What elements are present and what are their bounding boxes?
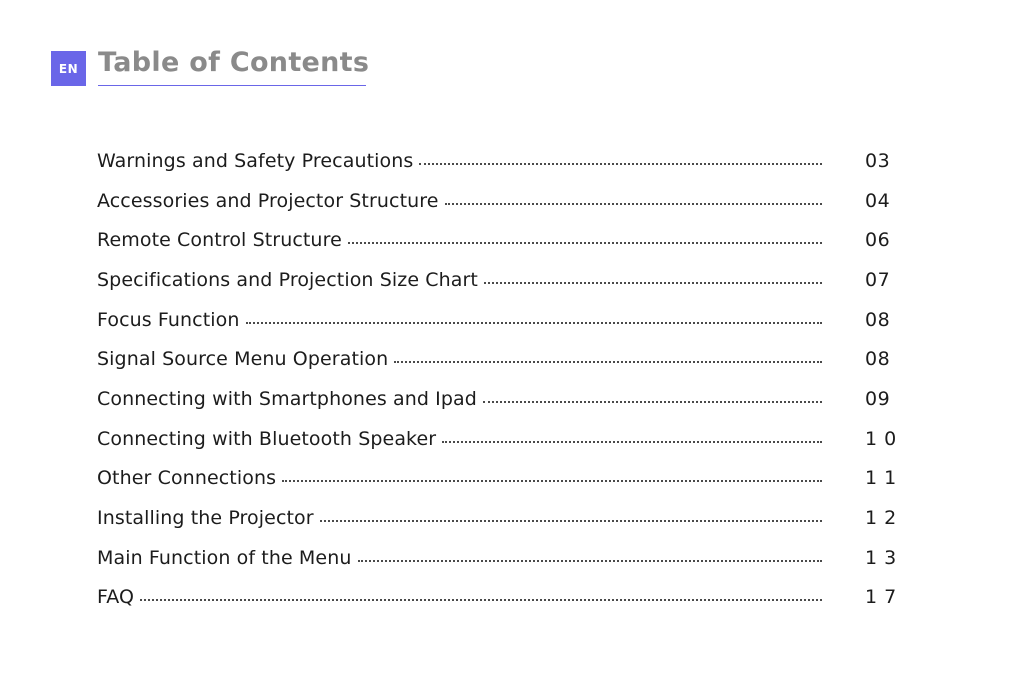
toc-entry[interactable] bbox=[97, 538, 897, 578]
toc-entry-title: Focus Function bbox=[97, 308, 240, 331]
toc-entry-page-number: 1 0 bbox=[865, 427, 897, 450]
toc-entry[interactable] bbox=[97, 300, 897, 340]
toc-entry-page-number: 03 bbox=[865, 149, 891, 172]
dot-leader bbox=[483, 401, 822, 403]
dot-leader bbox=[348, 242, 822, 244]
toc-entry[interactable] bbox=[97, 498, 897, 538]
toc-entry[interactable] bbox=[97, 339, 897, 379]
toc-entry-title: Warnings and Safety Precautions bbox=[97, 149, 414, 172]
toc-entry-page-number: 1 1 bbox=[865, 467, 897, 490]
dot-leader bbox=[320, 520, 822, 522]
toc-entry-title: FAQ bbox=[97, 586, 135, 609]
toc-entry[interactable] bbox=[97, 578, 897, 618]
dot-leader bbox=[442, 441, 822, 443]
toc-entry[interactable] bbox=[97, 459, 897, 499]
language-badge[interactable]: EN bbox=[51, 51, 86, 86]
toc-entry-title: Main Function of the Menu bbox=[97, 546, 352, 569]
dot-leader bbox=[358, 560, 823, 562]
dot-leader bbox=[484, 282, 822, 284]
dot-leader bbox=[419, 163, 822, 165]
toc-entry-title: Connecting with Bluetooth Speaker bbox=[97, 427, 437, 450]
toc-entry[interactable] bbox=[97, 419, 897, 459]
toc-entry-title: Connecting with Smartphones and Ipad bbox=[97, 387, 477, 410]
toc-entry-page-number: 1 3 bbox=[865, 546, 897, 569]
toc-entry-page-number: 08 bbox=[865, 308, 891, 331]
dot-leader bbox=[140, 599, 822, 601]
toc-entry[interactable] bbox=[97, 181, 897, 221]
toc-entry-page-number: 06 bbox=[865, 229, 891, 252]
toc-entry-page-number: 1 7 bbox=[865, 586, 897, 609]
toc-entry-title: Signal Source Menu Operation bbox=[97, 348, 389, 371]
dot-leader bbox=[246, 322, 822, 324]
toc-entry-title: Specifications and Projection Size Chart bbox=[97, 268, 478, 291]
page-title: Table of Contents bbox=[98, 47, 370, 78]
toc-entry[interactable] bbox=[97, 260, 897, 300]
dot-leader bbox=[394, 361, 822, 363]
toc-entry-page-number: 1 2 bbox=[865, 507, 897, 530]
toc-entry-page-number: 07 bbox=[865, 268, 891, 291]
dot-leader bbox=[445, 203, 822, 205]
toc-entry-title: Remote Control Structure bbox=[97, 229, 342, 252]
toc-entry-title: Other Connections bbox=[97, 467, 277, 490]
toc-entry-title: Accessories and Projector Structure bbox=[97, 189, 439, 212]
toc-entry-page-number: 08 bbox=[865, 348, 891, 371]
toc-entry[interactable] bbox=[97, 220, 897, 260]
toc-entry[interactable] bbox=[97, 379, 897, 419]
toc-entry[interactable] bbox=[97, 141, 897, 181]
title-underline bbox=[98, 85, 366, 86]
toc-entry-page-number: 09 bbox=[865, 387, 891, 410]
toc-entry-page-number: 04 bbox=[865, 189, 891, 212]
toc-entry-title: Installing the Projector bbox=[97, 507, 314, 530]
table-of-contents bbox=[97, 141, 897, 617]
dot-leader bbox=[282, 480, 822, 482]
